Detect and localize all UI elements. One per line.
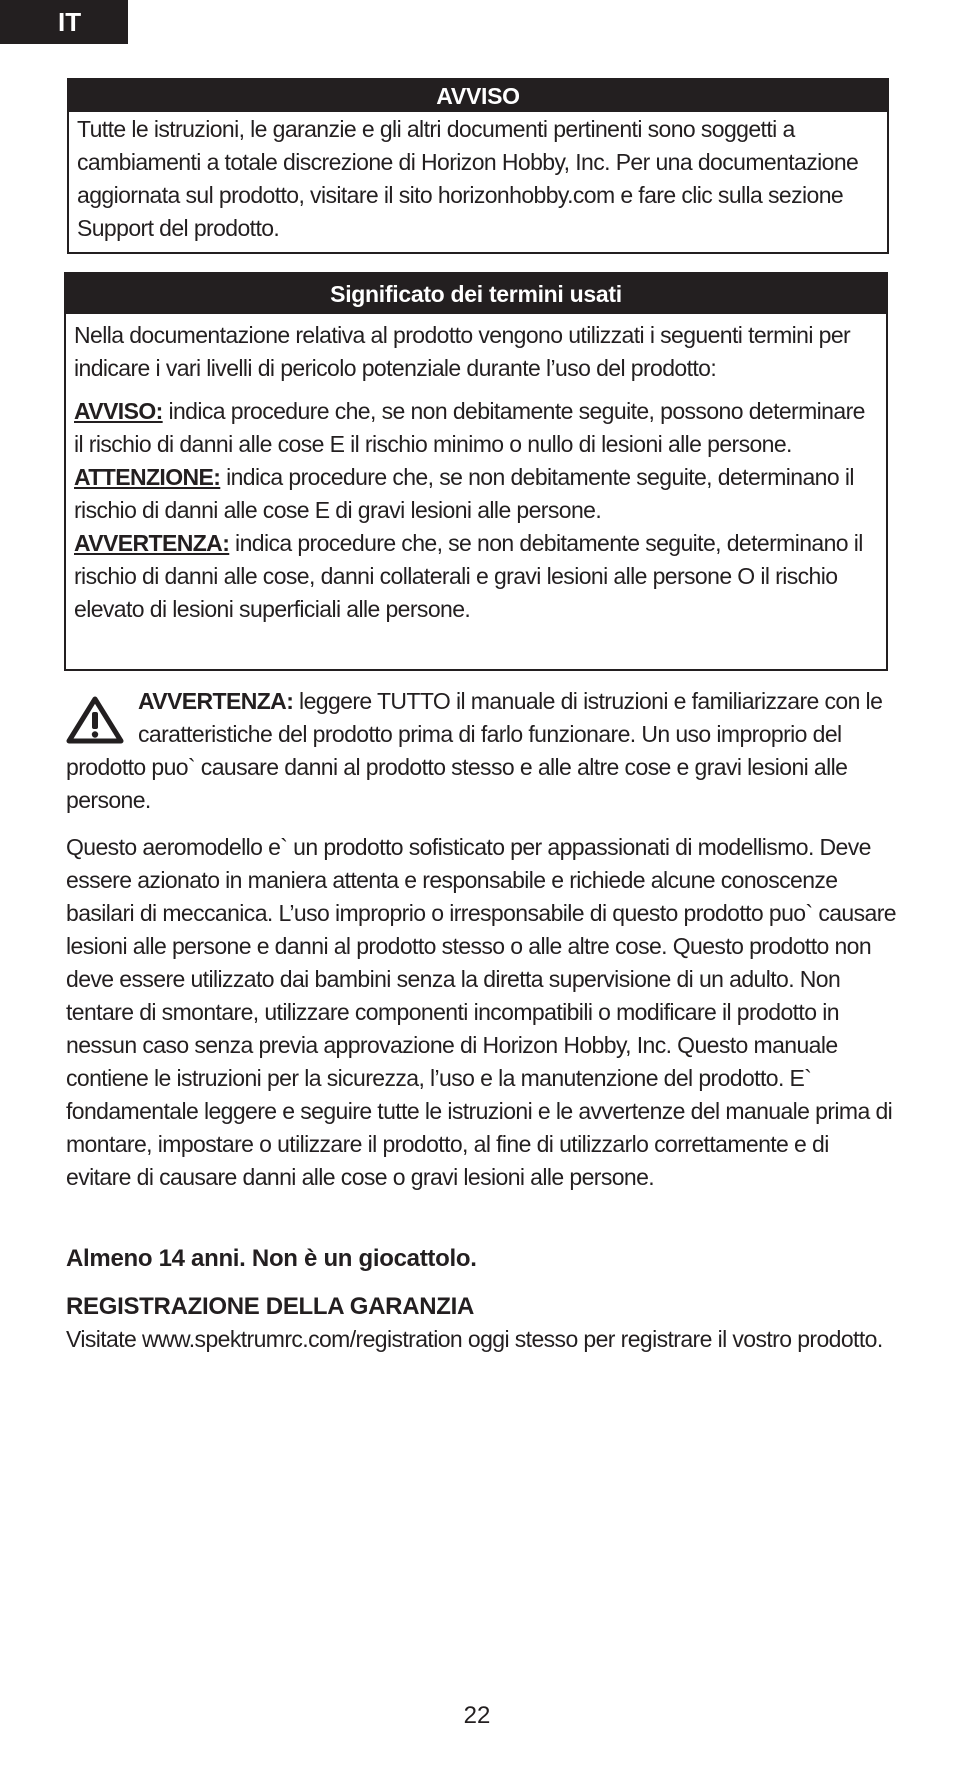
warning-text: leggere TUTTO il manuale di istruzioni e familiarizzare con le caratteristiche del prodotto prima di farlo funzionare. Un uso improprio del prodotto puo` causare danni al prodotto stesso e alle altre cose e gravi lesioni alle persone. — [66, 688, 883, 813]
notice-box — [67, 78, 889, 254]
term-label: AVVISO: — [74, 398, 163, 424]
warning-triangle-icon — [66, 695, 124, 745]
terms-intro: Nella documentazione relativa al prodotto vengono utilizzati i seguenti termini per indicare i vari livelli di pericolo potenziale durante l’uso del prodotto: — [74, 322, 851, 381]
age-notice: Almeno 14 anni. Non è un giocattolo. — [66, 1245, 477, 1272]
term-label: ATTENZIONE: — [74, 464, 221, 490]
page-number: 22 — [463, 1702, 491, 1729]
terms-title: Significato dei termini usati — [66, 274, 886, 314]
registration-text: Visitate www.spektrumrc.com/registration oggi stesso per registrare il vostro prodotto. — [66, 1326, 883, 1352]
term-text: indica procedure che, se non debitamente seguite, determinano il rischio di danni alle cose, danni collaterali e gravi lesioni alle persone O il rischio elevato di lesioni superficiali alle persone. — [74, 530, 863, 622]
terms-box — [64, 272, 888, 671]
term-text: indica procedure che, se non debitamente seguite, determinano il rischio di danni alle cose E di gravi lesioni alle persone. — [74, 464, 854, 523]
registration-title: REGISTRAZIONE DELLA GARANZIA — [66, 1293, 475, 1320]
term-text: indica procedure che, se non debitamente seguite, possono determinare il rischio di danni alle cose E il rischio minimo o nullo di lesioni alle persone. — [74, 398, 865, 457]
warning-paragraph — [66, 685, 896, 817]
term-item-avvertenza — [74, 527, 878, 626]
notice-body: Tutte le istruzioni, le garanzie e gli altri documenti pertinenti sono soggetti a cambiamenti a totale discrezione di Horizon Hobby, Inc. Per una documentazione aggiornata sul prodotto, visitare il sito horizonhobby.com e fare clic sulla sezione Support del prodotto. — [77, 116, 859, 241]
warning-label: AVVERTENZA: — [138, 688, 294, 714]
notice-title: AVVISO — [69, 80, 887, 112]
intro-paragraph: Questo aeromodello e` un prodotto sofisticato per appassionati di modellismo. Deve essere azionato in maniera attenta e responsabile e richiede alcune conoscenze basilari di meccanica. L’uso improprio o irresponsabile di questo prodotto puo` causare lesioni alle persone e danni al prodotto stesso o alle altre cose. Questo prodotto non deve essere utilizzato dai bambini senza la diretta supervisione di un adulto. Non tentare di smontare, utilizzare componenti incompatibili o modificare il prodotto in nessun caso senza previa approvazione di Horizon Hobby, Inc. Questo manuale contiene le istruzioni per la sicurezza, l’uso e la manutenzione del prodotto. E` fondamentale leggere e seguire tutte le istruzioni e le avvertenze del manuale prima di montare, impostare o utilizzare il prodotto, al fine di utilizzarlo correttamente e di evitare di causare danni alle cose o gravi lesioni alle persone. — [66, 834, 896, 1190]
language-tab: IT — [0, 0, 128, 44]
term-item-attenzione — [74, 461, 878, 527]
term-item-avviso — [74, 395, 878, 461]
term-label: AVVERTENZA: — [74, 530, 230, 556]
